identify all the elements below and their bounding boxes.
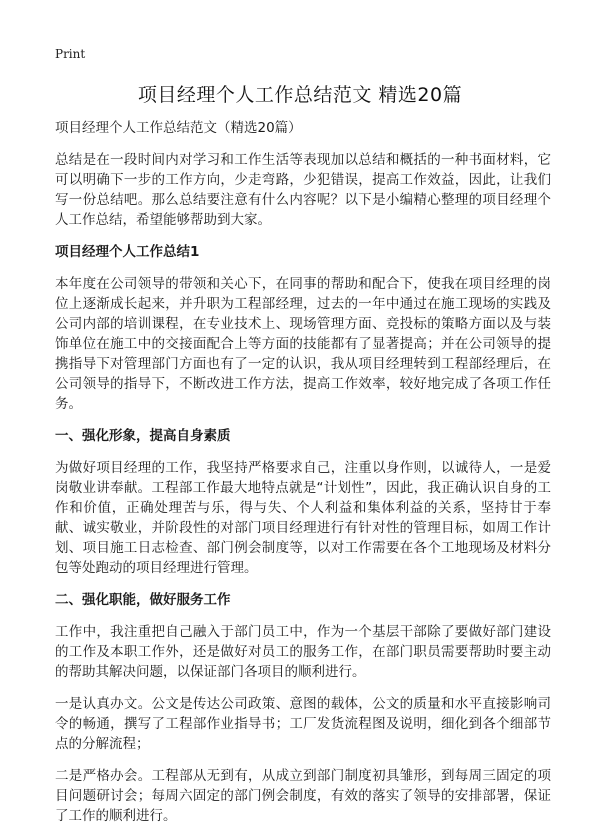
- subsection-heading-1: 一、强化形象，提高自身素质: [55, 428, 231, 444]
- subsection-heading-2: 二、强化职能，做好服务工作: [55, 592, 231, 608]
- subsection-paragraph-1: 为做好项目经理的工作，我坚持严格要求自己，注重以身作则，以诚待人，一是爱岗敬业讲奉献。工程部工作最大地特点就是“计划性”，因此，我正确认识自身的工作和价值，正确处理苦与乐，得与失、个人利益和集体利益的关系，坚持甘于奉献、诚实敬业，并阶段性的对部门项目经理进行有针对性的管理目标，如周工作计划、项目施工日志检查、部门例会制度等，以对工作需要在各个工地现场及材料分包等处跑动的项目经理进行管理。: [55, 460, 551, 576]
- subsection-paragraph-2a: 工作中，我注重把自己融入于部门员工中，作为一个基层干部除了要做好部门建设的工作及本职工作外，还是做好对员工的服务工作，在部门职员需要帮助时要主动的帮助其解决问题，以保证部门各项目的顺利进行。: [55, 624, 551, 680]
- section-heading: 项目经理个人工作总结1: [55, 244, 200, 260]
- print-label[interactable]: Print: [55, 47, 86, 61]
- subsection-paragraph-2c: 二是严格办会。工程部从无到有，从成立到部门制度初具雏形，到每周三固定的项目问题研讨会；每周六固定的部门例会制度，有效的落实了领导的安排部署，保证了工作的顺利进行。: [55, 768, 551, 824]
- document-subtitle: 项目经理个人工作总结范文（精选20篇）: [55, 120, 302, 136]
- intro-paragraph: 总结是在一段时间内对学习和工作生活等表现加以总结和概括的一种书面材料，它可以明确下一步的工作方向，少走弯路，少犯错误，提高工作效益，因此，让我们写一份总结吧。那么总结要注意有什么内容呢？以下是小编精心整理的项目经理个人工作总结，希望能够帮助到大家。: [55, 152, 551, 228]
- page-title: 项目经理个人工作总结范文 精选20篇: [137, 84, 463, 106]
- document-body: [55, 118, 551, 838]
- section-paragraph: 本年度在公司领导的带领和关心下，在同事的帮助和配合下，使我在项目经理的岗位上逐渐成长起来，并升职为工程部经理，过去的一年中通过在施工现场的实践及公司内部的培训课程，在专业技术上、现场管理方面、竞投标的策略方面以及与装饰单位在施工中的交接面配合上等方面的技能都有了显著提高；并在公司领导的提携指导下对管理部门方面也有了一定的认识，我从项目经理转到工程部经理后，在公司领导的指导下，不断改进工作方法，提高工作效率，较好地完成了各项工作任务。: [55, 276, 551, 412]
- subsection-paragraph-2b: 一是认真办文。公文是传达公司政策、意图的载体，公文的质量和水平直接影响司令的畅通，撰写了工程部作业指导书；工厂发货流程图及说明，细化到各个细部节点的分解流程；: [55, 696, 551, 752]
